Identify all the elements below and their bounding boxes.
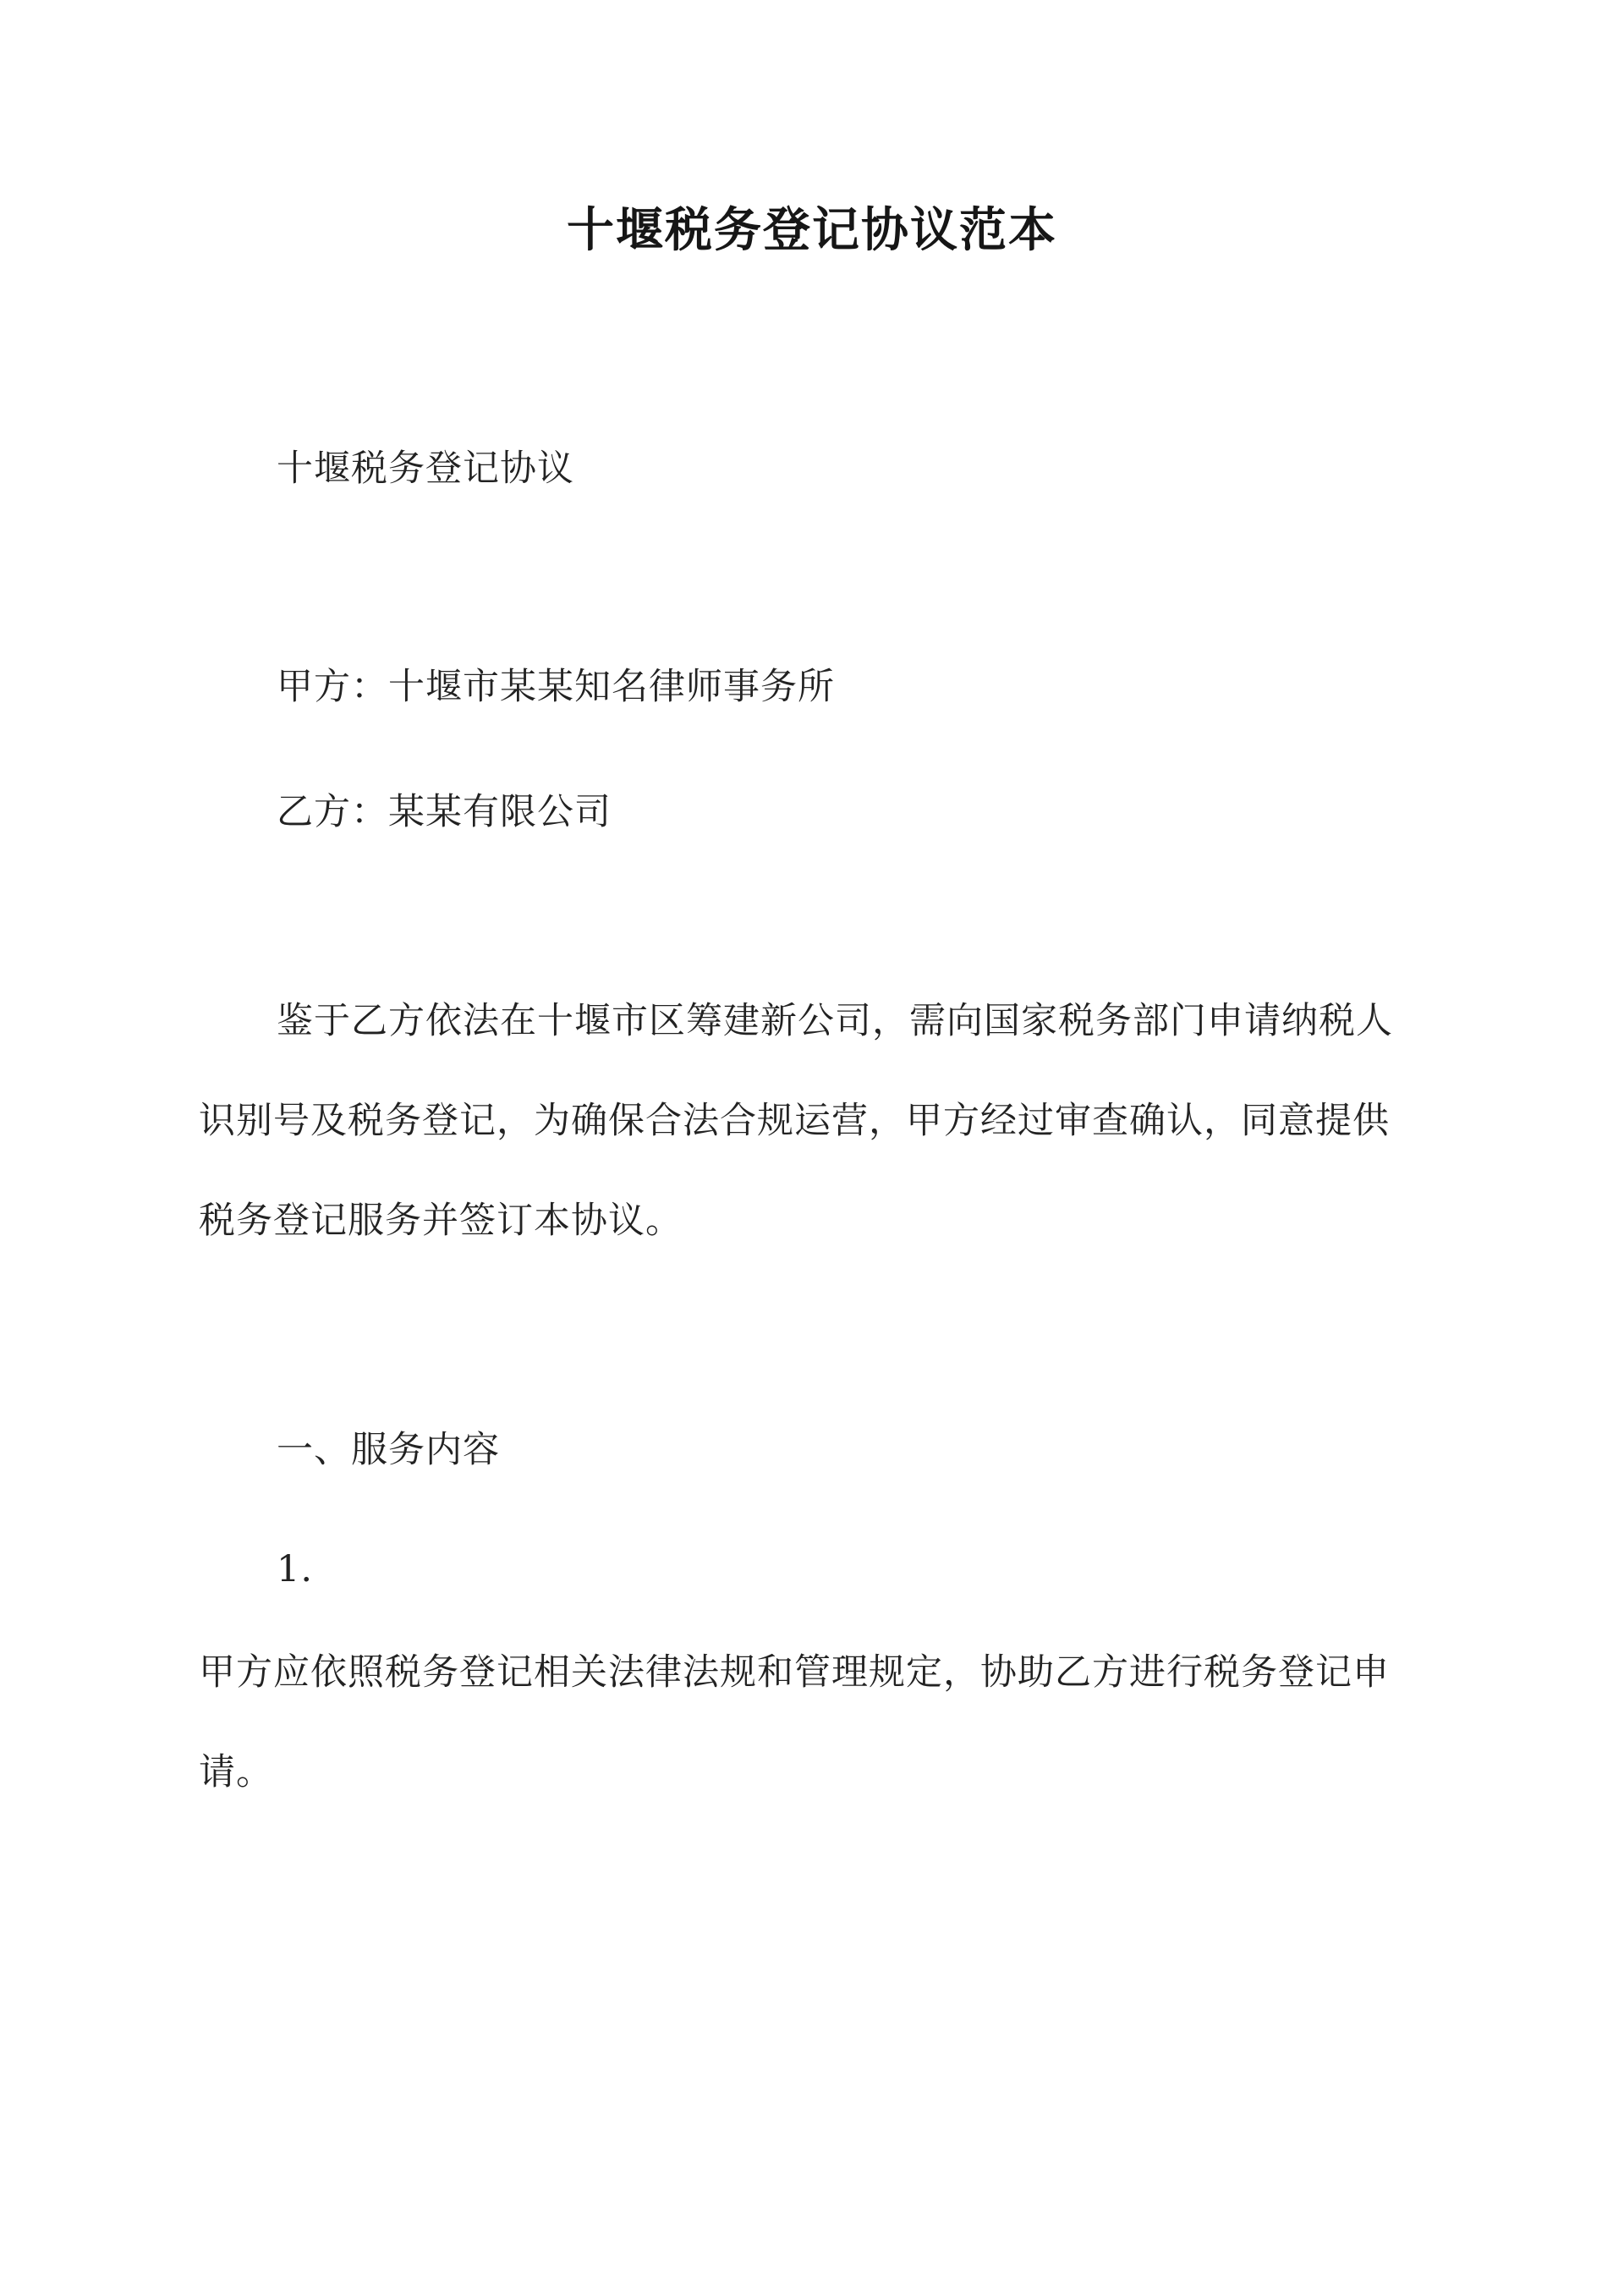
item-1-paragraph: 甲方应依照税务登记相关法律法规和管理规定，协助乙方进行税务登记申请。 xyxy=(199,1651,1390,1793)
item-number: 1. xyxy=(277,1548,314,1590)
party-a-line: 甲方：十堰市某某知名律师事务所 xyxy=(277,666,835,708)
document-title: 十堰税务登记协议范本 xyxy=(567,202,1057,258)
agreement-subtitle: 十堰税务登记协议 xyxy=(277,448,574,490)
party-b-line: 乙方：某某有限公司 xyxy=(277,791,612,833)
preamble-paragraph: 鉴于乙方依法在十堰市区筹建新公司，需向国家税务部门申请纳税人识别号及税务登记，为确保合法合规运营，甲方经过审查确认，同意提供税务登记服务并签订本协议。 xyxy=(199,1000,1393,1242)
section-heading-services: 一、服务内容 xyxy=(277,1429,500,1471)
